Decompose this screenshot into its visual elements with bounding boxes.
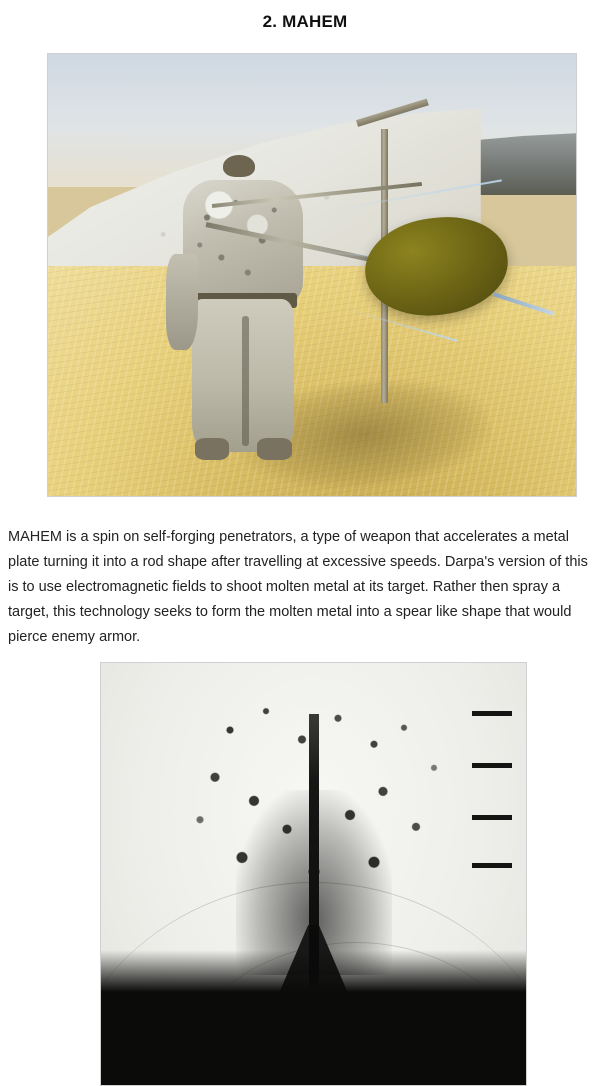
scale-tick-icon <box>472 863 512 868</box>
plate-gradient-edge <box>101 950 526 992</box>
body-paragraph: MAHEM is a spin on self-forging penetrators, a type of weapon that accelerates a metal plate turning it into a rod shape after travelling at excessive speeds. Darpa's version of this is to use electromagnetic fields to shoot molten metal at its target. Rather then spray a target, this technology seeks to form the molten metal into a spear like shape that would pierce enemy armor. <box>8 528 588 645</box>
scale-tick-icon <box>472 815 512 820</box>
figure-soldier-illustration <box>47 53 577 497</box>
leg-separation <box>242 316 249 446</box>
soldier-boot-left <box>195 438 229 461</box>
radiograph-canvas <box>101 663 526 1085</box>
soldier-helmet <box>223 155 254 178</box>
scale-tick-icon <box>472 763 512 768</box>
page-title: 2. MAHEM <box>262 12 348 31</box>
soldier-figure <box>175 169 318 452</box>
scale-tick-icon <box>472 711 512 716</box>
soldier-illustration-canvas <box>48 54 576 496</box>
target-plate <box>101 992 526 1085</box>
soldier-boot-right <box>257 438 291 461</box>
soldier-arm <box>166 254 197 350</box>
figure-radiograph <box>100 662 527 1086</box>
